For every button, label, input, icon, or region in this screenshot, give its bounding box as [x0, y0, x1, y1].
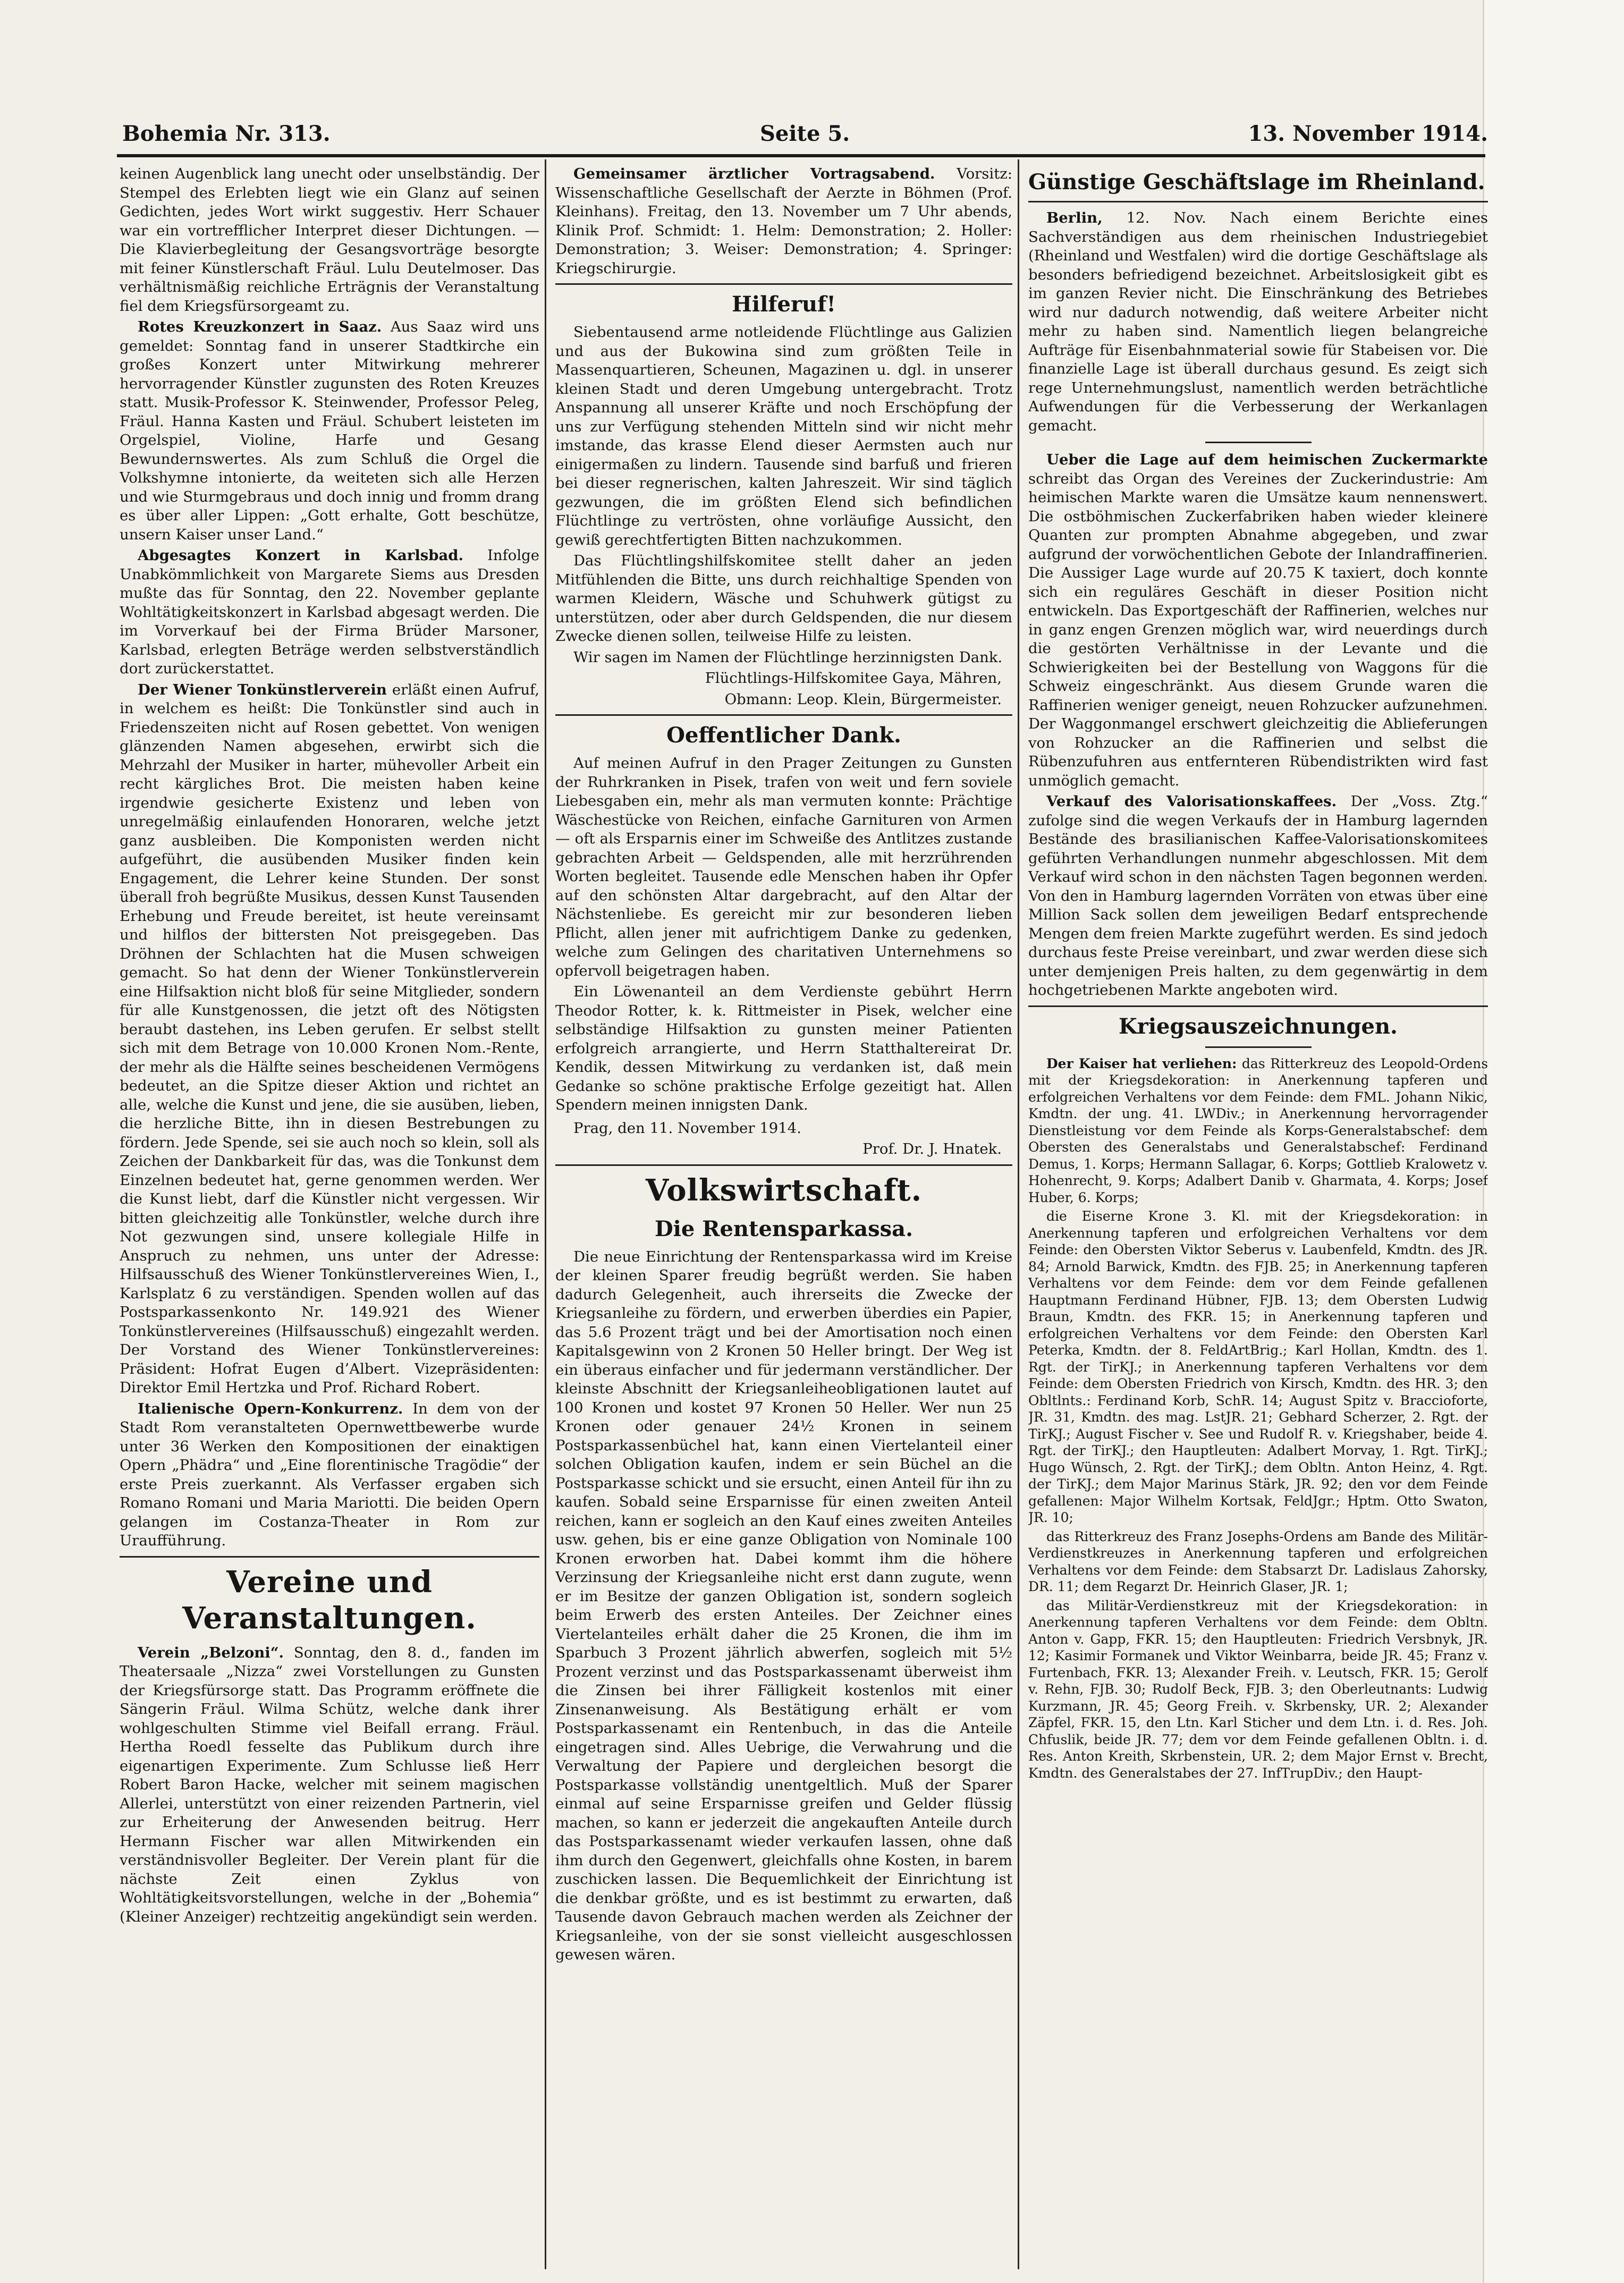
- article-paragraph: [120, 1644, 539, 1927]
- masthead-page-number: Seite 5.: [760, 121, 850, 146]
- article-paragraph: das Militär-Verdienstkreuz mit der Kriegsdekoration: in Anerkennung tapferen Verhaltens vor dem Feinde: dem Obltn. Anton v. Gapp, FKR. 15; den Hauptleuten: Friedrich Versbnyk, JR. 12; Kasimir Formanek und Viktor Weinbarra, beide JR. 45; Franz v. Furtenbach, FKR. 13; Alexander Freih. v. Leutsch, FKR. 15; Gerolf v. Rehn, FJB. 30; Rudolf Beck, FJB. 3; den Oberleutnants: Ludwig Kurzmann, JR. 45; Georg Freih. v. Skrbensky, UR. 2; Alexander Zäpfel, FKR. 15, den Ltn. Karl Sticher und dem Ltn. i. d. Res. Joh. Chfuslik, beide JR. 77; dem vor dem Feinde gefallenen Obltn. i. d. Res. Anton Kreith, Skrbenstein, UR. 2; dem Major Ernst v. Brecht, Kmdtn. des Generalstabes der 27. InfTrupDiv.; den Haupt-: [1028, 1597, 1488, 1781]
- signature-line: Prof. Dr. J. Hnatek.: [862, 1140, 1002, 1157]
- article-paragraph: Ein Löwenanteil an dem Verdienste gebührt Herrn Theodor Rotter, k. k. Rittmeister in Pisek, welcher eine selbständige Hilfsaktion zu gunsten meiner Patienten erfolgreich arrangierte, und Herrn Statthaltereirat Dr. Kendik, dessen Mitwirkung zu verdanken ist, daß mein Gedanke so schöne praktische Erfolge gezeitigt hat. Allen Spendern meinen innigsten Dank.: [555, 983, 1012, 1113]
- article-paragraph: [1028, 792, 1488, 1000]
- article-paragraph: [1028, 1055, 1488, 1206]
- article-body: Infolge Unabkömmlichkeit von Margarete Siems aus Dresden mußte das für Sonntag, den 22. November geplante Wohltätigkeitskonzert in Karlsbad abgesagt werden. Die im Vorverkauf bei der Firma Brüder Marsoner, Karlsbad, erlegten Beträge werden selbstverständlich dort zurückerstattet.: [120, 547, 539, 677]
- article-body: Vorsitz: Wissenschaftliche Gesellschaft der Aerzte in Böhmen (Prof. Kleinhans). Freitag, den 13. November um 7 Uhr abends, Klinik Prof. Schmidt: 1. Helm: Demonstration; 2. Holler: Demonstration; 3. Weiser: Demonstration; 4. Springer: Kriegschirurgie.: [555, 165, 1012, 277]
- article-paragraph: das Ritterkreuz des Franz Josephs-Ordens am Bande des Militär-Verdienstkreuzes in Anerkennung tapferen und erfolgreichen Verhaltens vor dem Feinde: dem Stabsarzt Dr. Ladislaus Zahorsky, DR. 11; dem Regarzt Dr. Heinrich Glaser, JR. 1;: [1028, 1528, 1488, 1594]
- newspaper-page: [11, 0, 1488, 2283]
- column-1: [120, 165, 539, 2267]
- article-paragraph: die Eiserne Krone 3. Kl. mit der Kriegsdekoration: in Anerkennung tapferen und erfolgreichen Verhaltens vor dem Feinde: den Obersten Viktor Seberus v. Laubenfeld, Kmdtn. des JR. 84; Arnold Barwick, Kmdtn. des FJB. 25; in Anerkennung tapferen Verhaltens vor dem Feinde: dem vor dem Feinde gefallenen Hauptmann Ferdinand Hübner, FJB. 13; dem Obersten Ludwig Braun, Kmdtn. des FKR. 15; in Anerkennung tapferen und erfolgreichen Verhaltens vor dem Feinde: den Obersten Karl Peterka, Kmdtn. der 8. FeldArtBrig.; Karl Hollan, Kmdtn. des 1. Rgt. der TirKJ.; in Anerkennung tapferen Verhaltens vor dem Feinde: dem Obersten Friedrich von Kirsch, Kmdtn. des HR. 3; den Obltlnts.: Ferdinand Korb, SchR. 14; August Spitz v. Braccioforte, JR. 31, Kmdtn. des mag. LstJR. 21; Gebhard Scherzer, 2. Rgt. der TirKJ.; August Fischer v. See und Rudolf R. v. Kriegshaber, beide 4. Rgt. der TirKJ.; den Hauptleuten: Adalbert Morvay, 1. Rgt. TirKJ.; Hugo Wünsch, 2. Rgt. der TirKJ.; dem Obltn. Anton Heinz, 4. Rgt. der TirKJ.; dem Major Marinus Stärk, JR. 92; den vor dem Feinde gefallenen: Major Wilhelm Kortsak, FeldJgr.; Hptm. Otto Swaton, JR. 10;: [1028, 1208, 1488, 1525]
- article-body: erläßt einen Aufruf, in welchem es heißt: Die Tonkünstler sind auch in Friedenszeiten nicht auf Rosen gebettet. Von wenigen glänzenden Namen abgesehen, erwirbt sich die Mehrzahl der Musiker in harter, mühevoller Arbeit ein recht kärgliches Brot. Die meisten haben keine irgendwie gesicherte Existenz und leben von unregelmäßig einlaufenden Honoraren, welche jetzt ganz ausbleiben. Die Komponisten werden nicht aufgeführt, die ausübenden Musiker finden kein Engagement, die Lehrer keine Stunden. Der sonst überall froh begrüßte Musikus, dessen Kunst Tausenden Erhebung und Freude bereitet, ist heute vereinsamt und hilflos der bittersten Not preisgegeben. Das Dröhnen der Schlachten hat die Musen schweigen gemacht. So hat denn der Wiener Tonkünstlerverein eine Hilfsaktion nicht bloß für seine Mitglieder, sondern für alle Kunstgenossen, die jetzt oft des Nötigsten beraubt dastehen, ins Leben gerufen. Er selbst stellt sich mit dem Betrage von 10.000 Kronen Nom.-Rente, der mehr als die Hälfte seines bescheidenen Vermögens bedeutet, an die Spitze dieser Aktion und richtet an alle, welche die Kunst und jene, die sie ausüben, lieben, die herzliche Bitte, ihn in diesen Bestrebungen zu fördern. Jede Spende, sei sie auch noch so klein, soll als Zeichen der Dankbarkeit für das, was die Tonkunst dem Einzelnen bedeutet hat, gerne genommen werden. Wer die Kunst liebt, darf die Künstler nicht vergessen. Wir bitten gleichzeitig alle Tonkünstler, welche durch ihre Not gezwungen sind, unsere kollegiale Hilfe in Anspruch zu nehmen, uns unter der Adresse: Hilfsausschuß des Wiener Tonkünstlervereines Wien, I., Karlsplatz 6 zu verständigen. Spenden wollen auf das Postsparkassenkonto Nr. 149.921 des Wiener Tonkünstlervereines (Hilfsausschuß) eingezahlt werden. Der Vorstand des Wiener Tonkünstlervereines: Präsident: Hofrat Eugen d’Albert. Vizepräsidenten: Direktor Emil Hertzka und Prof. Richard Robert.: [120, 681, 539, 1396]
- heading-rentensparkassa: Die Rentensparkassa.: [654, 1216, 914, 1241]
- article-body: Der „Voss. Ztg.“ zufolge sind die wegen Verkaufs der in Hamburg lagernden Bestände des brasilianischen Kaffee-Valorisationskomitees geführten Verhandlungen nunmehr abgeschlossen. Mit dem Verkauf wird schon in den nächsten Tagen begonnen werden. Von den in Hamburg lagernden Vorräten von etwas über eine Million Sack sollen dem jeweiligen Bedarf entsprechende Mengen dem freien Markte zugeführt werden. Es sind jedoch durchaus feste Preise vereinbart, und zwar werden diese sich unter demjenigen Preis halten, zu dem gegenwärtig in dem hochgetriebenen Markte angeboten wird.: [1028, 793, 1488, 999]
- article-lead: Italienische Opern-Konkurrenz.: [138, 1400, 403, 1417]
- short-rule: [1205, 442, 1312, 443]
- masthead-rule: [117, 154, 1485, 157]
- article-paragraph: [1028, 451, 1488, 790]
- section-rule: [1028, 201, 1488, 202]
- article-paragraph: keinen Augenblick lang unecht oder unselbständig. Der Stempel des Erlebten liegt wie ein Glanz auf seinen Gedichten, jedes Wort wirkt suggestiv. Herr Schauer war ein vortrefflicher Interpret dieser Dichtungen. — Die Klavierbegleitung der Gesangsvorträge besorgte mit feiner Künstlerschaft Fräul. Lulu Deutelmoser. Das verhältnismäßig reichliche Erträgnis der Veranstaltung fiel dem Kriegsfürsorgeamt zu.: [120, 165, 539, 315]
- article-lead: Ueber die Lage auf dem heimischen Zuckermarkte: [1046, 451, 1488, 468]
- article-body: schreibt das Organ des Vereines der Zuckerindustrie: Am heimischen Markte waren die Umsätze kaum nennenswert. Die ostböhmischen Zuckerfabriken haben wieder kleinere Quanten zur prompten Abnahme abgegeben, und zwar aufgrund der vorwöchentlichen Gebote der Inlandraffinerien. Die Aussiger Lage wurde auf 20.75 K taxiert, doch konnte sich ein reguläres Geschäft in dieser Position nicht entwickeln. Das Exportgeschäft der Raffinerien, welches nur in ganz engen Grenzen möglich war, wird neuerdings durch die gestörten Verhältnisse in der Levante und die Schwierigkeiten bei der Bestellung von Waggons für die Schweiz eingeschränkt. Aus diesem Grunde waren die Raffinerien weniger geneigt, neuen Rohzucker aufzunehmen. Der Waggonmangel erschwert gleichzeitig die Ablieferungen von Rohzucker an die Raffinerien und selbst die Rübenzufuhren aus entfernteren Rübendistrikten wird fast unmöglich gemacht.: [1028, 470, 1488, 789]
- article-lead: Verkauf des Valorisationskaffees.: [1046, 793, 1337, 810]
- article-lead: Rotes Kreuzkonzert in Saaz.: [138, 318, 382, 335]
- heading-geschaeftslage: Günstige Geschäftslage im Rheinland.: [1028, 170, 1485, 195]
- article-paragraph: Auf meinen Aufruf in den Prager Zeitungen zu Gunsten der Ruhrkranken in Pisek, trafen von weit und fern soviele Liebesgaben ein, mehr als man vermuten konnte: Prächtige Wäschestücke von Reichen, einfache Garnituren von Armen — oft als Ersparnis einer im Schweiße des Antlitzes zustande gebrachten Arbeit — Geldspenden, alle mit herzrührenden Worten begleitet. Tausende edle Menschen haben ihr Opfer auf den schönsten Altar dargebracht, auf den Altar der Nächstenliebe. Es gereicht mir zur besonderen lieben Pflicht, allen jener mit aufrichtigem Danke zu gedenken, welche zum Gelingen des charitativen Unternehmens so opfervoll beigetragen haben.: [555, 755, 1012, 979]
- article-lead: Verein „Belzoni“.: [138, 1644, 284, 1661]
- section-heading-vereine: Vereine und Veranstaltungen.: [182, 1564, 477, 1636]
- article-paragraph: Das Flüchtlingshilfskomitee stellt daher an jeden Mitfühlenden die Bitte, uns durch reichhaltige Spenden von warmen Kleidern, Wäsche und Schuhwerk gütigst zu unterstützen, oder aber durch Geldspenden, die nur diesem Zwecke dienen sollen, teilweise Hilfe zu leisten.: [555, 552, 1012, 645]
- masthead-issue: Bohemia Nr. 313.: [122, 121, 331, 146]
- article-body: Aus Saaz wird uns gemeldet: Sonntag fand in unserer Stadtkirche ein großes Konzert unter Mitwirkung mehrerer hervorragender Künstler zugunsten des Roten Kreuzes statt. Musik-Professor K. Steinwender, Professor Peleg, Fräul. Hanna Kasten und Fräul. Schubert leisteten im Orgelspiel, Violine, Harfe und Gesang Bewundernswertes. Als zum Schluß die Orgel die Volkshymne intonierte, da weiteten sich alle Herzen und wie Sturmgebraus und doch innig und fromm drang es über aller Lippen: „Gott erhalte, Gott beschütze, unsern Kaiser unser Land.“: [120, 318, 539, 543]
- heading-kriegsauszeichnungen: Kriegsauszeichnungen.: [1119, 1013, 1398, 1039]
- section-rule: [120, 1556, 539, 1558]
- article-lead: Abgesagtes Konzert in Karlsbad.: [138, 547, 464, 564]
- heading-oeffentlicher-dank: Oeffentlicher Dank.: [666, 723, 901, 748]
- section-rule: [1028, 1005, 1488, 1007]
- article-paragraph: Siebentausend arme notleidende Flüchtlinge aus Galizien und aus der Bukowina sind zum größten Teile in Massenquartieren, Scheunen, Magazinen u. dgl. in unserer kleinen Stadt und deren Umgebung untergebracht. Trotz Anspannung all unserer Kräfte und noch Erschöpfung der uns zur Verfügung stehenden Mitteln sind wir nicht mehr imstande, das krasse Elend dieser Aermsten auch nur einigermaßen zu lindern. Tausende sind barfuß und frieren bei dieser regnerischen, kalten Jahreszeit. Wir sind täglich gezwungen, die im größten Elend sich befindlichen Flüchtlinge zu vertrösten, ohne vorläufige Aussicht, den gewiß gerechtfertigten Bitten nachzukommen.: [555, 324, 1012, 548]
- signature-line: Obmann: Leop. Klein, Bürgermeister.: [724, 690, 1002, 708]
- dateline: Prag, den 11. November 1914.: [573, 1119, 801, 1137]
- column-2: [555, 165, 1012, 2267]
- article-body: Sonntag, den 8. d., fanden im Theatersaale „Nizza“ zwei Vorstellungen zu Gunsten der Kriegsfürsorge statt. Das Programm eröffnete die Sängerin Fräul. Wilma Schütz, welche dank ihrer wohlgeschulten Stimme viel Beifall errang. Fräul. Hertha Roedl fesselte das Publikum durch ihre eigenartigen Experimente. Zum Schlusse ließ Herr Robert Baron Hacke, welcher mit seinem magischen Allerlei, unterstützt von einer reizenden Partnerin, viel zur Erheiterung der Anwesenden beitrug. Herr Hermann Fischer war allen Mitwirkenden ein verständnisvoller Begleiter. Der Verein plant für die nächste Zeit einen Zyklus von Wohltätigkeitsvorstellungen, welche in der „Bohemia“ (Kleiner Anzeiger) rechtzeitig angekündigt sein werden.: [120, 1644, 539, 1925]
- article-paragraph: [120, 318, 539, 544]
- article-paragraph: Die neue Einrichtung der Rentensparkassa wird im Kreise der kleinen Sparer freudig begrüßt werden. Sie haben dadurch Gelegenheit, auch ihrerseits die Zwecke der Kriegsanleihe zu fördern, und erwerben überdies ein Papier, das 5.6 Prozent trägt und bei der Amortisation noch einen Kapitalsgewinn von 2 Kronen 50 Heller bringt. Der Weg ist ein überaus einfacher und für jedermann verständlicher. Der kleinste Abschnitt der Kriegsanleiheobligationen lautet auf 100 Kronen und kostet 97 Kronen 50 Heller. Wer nun 25 Kronen oder genauer 24½ Kronen in seinem Postsparkassenbüchel hat, kann einen Viertelanteil einer solchen Obligation kaufen, indem er sein Büchel an die Postsparkasse schickt und sie ersucht, einen Anteil für ihn zu kaufen. Sobald seine Ersparnisse für einen zweiten Anteil reichen, kann er sogleich an den Kauf eines zweiten Anteiles usw. gehen, bis er eine ganze Obligation von Nominale 100 Kronen erworben hat. Dabei kommt ihm die höhere Verzinsung der Kriegsanleihe nicht erst dann zugute, wenn er im Besitze der ganzen Obligation ist, sondern sogleich beim Erwerb des ersten Anteiles. Der Zeichner eines Viertelanteiles erhält daher die 25 Kronen, die ihm im Sparbuch 3 Prozent jährlich abwerfen, sogleich mit 5½ Prozent verzinst und das Postsparkassenamt überweist ihm die Zinsen bei ihrer Fälligkeit kostenlos mit einer Zinsenanweisung. Als Bestätigung erhält er vom Postsparkassenamt ein Rentenbuch, in das die Anteile eingetragen sind. Alles Uebrige, die Verwahrung und die Verwaltung der Papiere und dergleichen besorgt die Postsparkasse vollständig unentgeltlich. Muß der Sparer einmal auf seine Ersparnisse greifen und Gelder flüssig machen, so kann er jederzeit die angekauften Anteile durch das Postsparkassenamt wieder verkaufen lassen, ohne daß ihm durch den Gegenwert, gleichfalls ohne Kosten, in barem zuschicken lassen. Die Bequemlichkeit der Einrichtung ist die denkbar größte, und es ist bestimmt zu erwarten, daß Tausende davon Gebrauch machen werden als Zeichner der Kriegsanleihe, von der sie sonst vielleicht ausgeschlossen gewesen wären.: [555, 1248, 1012, 1963]
- article-lead: Der Wiener Tonkünstlerverein: [138, 681, 387, 698]
- article-paragraph: [120, 546, 539, 679]
- section-rule: [555, 714, 1012, 716]
- scan-edge-margin: [1483, 0, 1624, 2283]
- section-rule: [555, 1164, 1012, 1166]
- column-3: [1028, 165, 1488, 2267]
- section-heading-volkswirtschaft: Volkswirtschaft.: [645, 1172, 923, 1208]
- article-paragraph: [120, 1400, 539, 1551]
- article-paragraph: Wir sagen im Namen der Flüchtlinge herzinnigsten Dank.: [573, 648, 1003, 666]
- article-paragraph: [555, 165, 1012, 278]
- article-paragraph: [120, 681, 539, 1398]
- signature-line: Flüchtlings-Hilfskomitee Gaya, Mähren,: [705, 670, 1002, 687]
- heading-hilferuf: Hilferuf!: [732, 292, 836, 317]
- column-divider: [1018, 159, 1019, 2269]
- column-divider: [545, 159, 546, 2269]
- section-rule: [555, 283, 1012, 285]
- article-lead: Der Kaiser hat verliehen:: [1046, 1055, 1237, 1071]
- article-paragraph: [1028, 209, 1488, 435]
- masthead: [122, 121, 1488, 153]
- masthead-date: 13. November 1914.: [1248, 121, 1488, 146]
- article-lead: Berlin,: [1046, 209, 1103, 226]
- article-lead: Gemeinsamer ärztlicher Vortragsabend.: [573, 165, 935, 182]
- article-body: 12. Nov. Nach einem Berichte eines Sachverständigen aus dem rheinischen Industriegebiet (Rheinland und Westfalen) wird die dortige Geschäftslage als besonders befriedigend bezeichnet. Arbeitslosigkeit gibt es im ganzen Revier nicht. Die Einschränkung des Betriebes wird nur dadurch notwendig, daß weitere Arbeiter nicht mehr zu haben sind. Namentlich liegen belangreiche Aufträge für Eisenbahnmaterial sowie für Stabeisen vor. Die finanzielle Lage ist überall durchaus gesund. Es zeigt sich rege Unternehmungslust, namentlich werden beträchtliche Aufwendungen für die Verbesserung der Werkanlagen gemacht.: [1028, 209, 1488, 434]
- short-rule: [1205, 1046, 1312, 1048]
- article-body: das Ritterkreuz des Leopold-Ordens mit der Kriegsdekoration: in Anerkennung tapferen und erfolgreichen Verhaltens vor dem Feinde: dem FML. Johann Nikic, Kmdtn. der ung. 41. LWDiv.; in Anerkennung hervorragender Dienstleistung vor dem Feinde als Korps-Generalstabschef: dem Obersten des Generalstabs und Generalstabschef: Ferdinand Demus, 1. Korps; Hermann Sallagar, 6. Korps; Gottlieb Kralowetz v. Hohenrecht, 9. Korps; Adalbert Danib v. Gharmata, 4. Korps; Josef Huber, 6. Korps;: [1028, 1055, 1488, 1205]
- article-body: In dem von der Stadt Rom veranstalteten Opernwettbewerbe wurde unter 36 Werken den Kompositionen der einaktigen Opern „Phädra“ und „Eine florentinische Tragödie“ der erste Preis zuerkannt. Als Verfasser ergaben sich Romano Romani und Maria Mariotti. Die beiden Opern gelangen im Costanza-Theater in Rom zur Uraufführung.: [120, 1400, 539, 1549]
